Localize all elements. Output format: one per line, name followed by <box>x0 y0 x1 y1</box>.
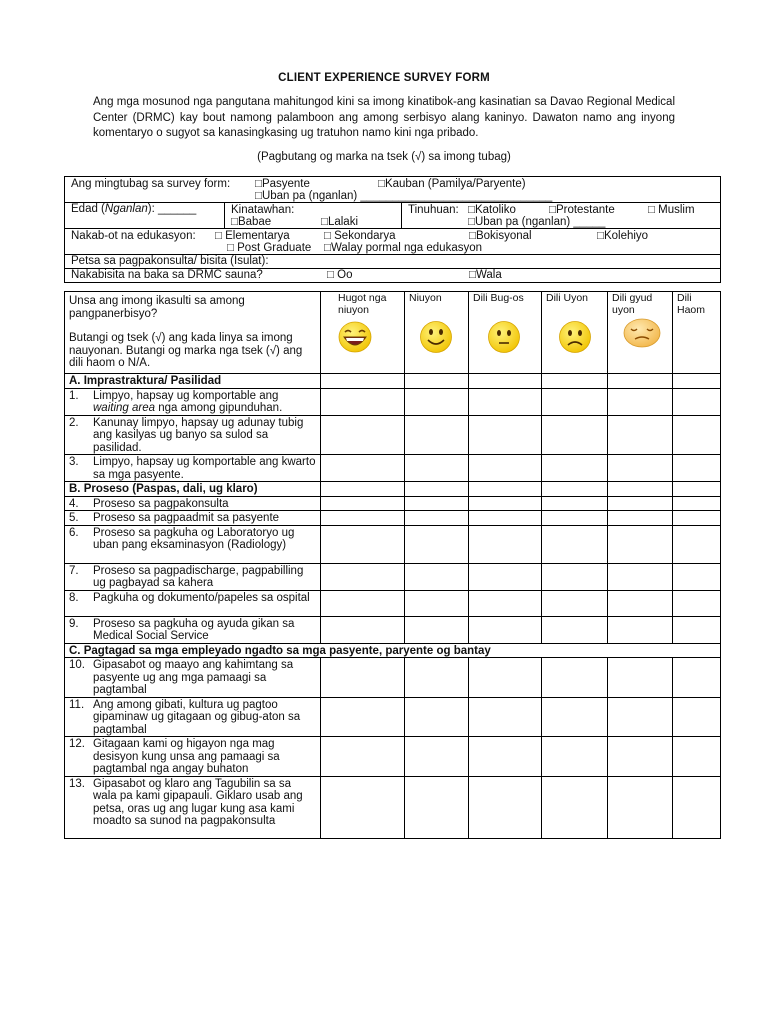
survey-item-row <box>65 737 721 777</box>
item-number: 4. <box>69 497 79 510</box>
rating-checkbox-cell[interactable] <box>608 563 673 590</box>
form-title: CLIENT EXPERIENCE SURVEY FORM <box>278 72 490 84</box>
rating-checkbox-cell[interactable] <box>405 388 469 415</box>
rating-checkbox-cell[interactable] <box>469 496 542 511</box>
rating-checkbox-cell[interactable] <box>469 737 542 777</box>
rating-checkbox-cell[interactable] <box>405 563 469 590</box>
rating-label: Dili Haom <box>677 292 706 316</box>
rating-checkbox-cell[interactable] <box>469 388 542 415</box>
rating-checkbox-cell[interactable] <box>542 590 608 616</box>
checkbox-elementarya[interactable]: □ Elementarya <box>215 230 290 242</box>
rating-checkbox-cell[interactable] <box>608 496 673 511</box>
rating-checkbox-cell[interactable] <box>542 697 608 737</box>
rating-label: Dili gyud uyon <box>612 292 653 316</box>
rating-checkbox-cell[interactable] <box>673 511 721 526</box>
rating-header-dili-gyud-uyon <box>608 292 673 374</box>
item-number: 6. <box>69 526 79 539</box>
checkbox-protestante[interactable]: □Protestante <box>549 204 615 216</box>
item-number: 12. <box>69 738 85 750</box>
rating-header-dili-bugos <box>469 292 542 374</box>
rating-checkbox-cell[interactable] <box>321 388 405 415</box>
respondent-row <box>65 177 721 203</box>
item-statement: Proseso sa pagkuha og Laboratoryo ug uban pang eksaminasyon (Radiology) <box>93 526 295 551</box>
survey-question: Unsa ang imong ikasulti sa among pangpanerbisyo? <box>69 295 245 320</box>
item-statement-italic: waiting area <box>93 402 156 414</box>
checkbox-wala[interactable]: □Wala <box>469 269 502 281</box>
rating-checkbox-cell[interactable] <box>542 388 608 415</box>
rating-checkbox-cell[interactable] <box>608 616 673 643</box>
item-statement: Ang among gibati, kultura ug pagtoo gipaminaw ug gitagaan og gibug-aton sa pagtambal <box>93 698 301 736</box>
rating-checkbox-cell[interactable] <box>405 496 469 511</box>
age-label: Edad ( <box>71 203 105 215</box>
rating-checkbox-cell[interactable] <box>405 415 469 455</box>
survey-item-text <box>65 415 321 455</box>
checkbox-pasyente[interactable]: □Pasyente <box>255 178 310 190</box>
rating-checkbox-cell[interactable] <box>542 525 608 563</box>
age-label-end: ): ______ <box>147 203 197 215</box>
survey-item-row <box>65 563 721 590</box>
section-empty-cell <box>405 374 469 389</box>
rating-checkbox-cell[interactable] <box>673 455 721 482</box>
rating-checkbox-cell[interactable] <box>321 590 405 616</box>
rating-checkbox-cell[interactable] <box>405 737 469 777</box>
item-statement: Kanunay limpyo, hapsay ug adunay tubig ang kasilyas ug banyo sa sulod sa pasilidad. <box>93 416 304 454</box>
section-empty-cell <box>469 374 542 389</box>
survey-item-text <box>65 455 321 482</box>
checkbox-babae[interactable]: □Babae <box>231 216 272 228</box>
rating-checkbox-cell[interactable] <box>321 525 405 563</box>
checkbox-lalaki[interactable]: □Lalaki <box>321 216 358 228</box>
survey-item-text <box>65 590 321 616</box>
section-header: B. Proseso (Paspas, dali, ug klaro) <box>65 482 321 497</box>
survey-item-text <box>65 563 321 590</box>
section-empty-cell <box>321 374 405 389</box>
consult-date-row[interactable] <box>65 255 721 269</box>
item-number: 13. <box>69 777 85 790</box>
rating-checkbox-cell[interactable] <box>608 697 673 737</box>
checkbox-bokisyonal[interactable]: □Bokisyonal <box>469 230 532 242</box>
item-statement: Limpyo, hapsay ug komportable ang <box>93 389 279 402</box>
item-statement: Pagkuha og dokumento/papeles sa ospital <box>93 591 310 604</box>
laughing-face-icon <box>337 320 373 354</box>
section-header: A. Imprastraktura/ Pasilidad <box>65 374 321 389</box>
survey-table <box>64 291 721 839</box>
section-empty-cell <box>608 374 673 389</box>
rating-checkbox-cell[interactable] <box>608 388 673 415</box>
checkbox-kauban[interactable]: □Kauban (Pamilya/Paryente) <box>378 178 526 190</box>
survey-item-row <box>65 616 721 643</box>
checkbox-katoliko[interactable]: □Katoliko <box>468 204 516 216</box>
religion-label: Tinuhuan: <box>408 204 459 216</box>
item-number: 9. <box>69 617 79 630</box>
checkbox-religion-other[interactable]: □Uban pa (nganlan) _____ <box>468 216 606 228</box>
item-number: 8. <box>69 591 79 604</box>
rating-checkbox-cell[interactable] <box>469 455 542 482</box>
demographics-table <box>64 176 721 283</box>
rating-checkbox-cell[interactable] <box>469 776 542 838</box>
rating-header-hugot <box>321 292 405 374</box>
item-number: 3. <box>69 456 79 468</box>
checkbox-kolehiyo[interactable]: □Kolehiyo <box>597 230 649 242</box>
rating-checkbox-cell[interactable] <box>405 776 469 838</box>
rating-checkbox-cell[interactable] <box>608 511 673 526</box>
survey-item-row <box>65 658 721 698</box>
rating-checkbox-cell[interactable] <box>321 697 405 737</box>
rating-checkbox-cell[interactable] <box>673 563 721 590</box>
rating-checkbox-cell[interactable] <box>608 525 673 563</box>
survey-item-row <box>65 511 721 526</box>
item-statement: Limpyo, hapsay ug komportable ang kwarto sa mga pasyente. <box>93 456 316 481</box>
survey-header-row <box>65 292 721 374</box>
education-label: Nakab-ot na edukasyon: <box>71 230 196 242</box>
rating-checkbox-cell[interactable] <box>673 658 721 698</box>
survey-item-text <box>65 496 321 511</box>
survey-item-text <box>65 737 321 777</box>
rating-checkbox-cell[interactable] <box>608 415 673 455</box>
sex-label: Kinatawhan: <box>231 204 295 216</box>
rating-checkbox-cell[interactable] <box>321 776 405 838</box>
rating-checkbox-cell[interactable] <box>608 658 673 698</box>
survey-item-row <box>65 455 721 482</box>
survey-item-text <box>65 697 321 737</box>
rating-checkbox-cell[interactable] <box>405 658 469 698</box>
section-empty-cell <box>321 482 405 497</box>
rating-checkbox-cell[interactable] <box>469 616 542 643</box>
checkbox-oo[interactable]: □ Oo <box>327 269 353 281</box>
neutral-face-icon <box>487 320 521 354</box>
section-header-row <box>65 374 721 389</box>
item-statement: Gipasabot og maayo ang kahimtang sa pasyente ug ang mga pamaagi sa pagtambal <box>93 659 294 696</box>
survey-item-text <box>65 511 321 526</box>
survey-item-text <box>65 658 321 698</box>
section-empty-cell <box>469 482 542 497</box>
rating-checkbox-cell[interactable] <box>542 658 608 698</box>
item-number: 11. <box>69 698 85 711</box>
visited-label: Nakabisita na baka sa DRMC sauna? <box>71 269 263 281</box>
rating-checkbox-cell[interactable] <box>469 415 542 455</box>
survey-item-row <box>65 415 721 455</box>
frowning-face-icon <box>558 320 592 354</box>
section-header: C. Pagtagad sa mga empleyado ngadto sa mga pasyente, paryente og bantay <box>65 643 721 658</box>
item-number: 10. <box>69 659 85 671</box>
section-empty-cell <box>542 482 608 497</box>
survey-item-text <box>65 776 321 838</box>
rating-checkbox-cell[interactable] <box>321 455 405 482</box>
survey-howto: Butangi og tsek (√) ang kada linya sa imong nauyonan. Butangi og marka nga tsek (√) ang dili haom o N/A. <box>69 332 303 369</box>
rating-checkbox-cell[interactable] <box>321 511 405 526</box>
rating-label: Hugot nga niuyon <box>338 292 387 316</box>
rating-checkbox-cell[interactable] <box>321 496 405 511</box>
rating-checkbox-cell[interactable] <box>673 388 721 415</box>
rating-checkbox-cell[interactable] <box>673 525 721 563</box>
rating-label: Niuyon <box>409 292 442 304</box>
rating-checkbox-cell[interactable] <box>608 737 673 777</box>
rating-checkbox-cell[interactable] <box>608 455 673 482</box>
section-empty-cell <box>608 482 673 497</box>
survey-item-text <box>65 616 321 643</box>
item-statement-rest: nga among gipunduhan. <box>155 402 283 414</box>
item-number: 5. <box>69 512 79 524</box>
survey-item-row <box>65 525 721 563</box>
rating-checkbox-cell[interactable] <box>608 590 673 616</box>
visited-row <box>65 269 721 283</box>
rating-checkbox-cell[interactable] <box>542 616 608 643</box>
rating-checkbox-cell[interactable] <box>469 511 542 526</box>
rating-checkbox-cell[interactable] <box>321 563 405 590</box>
rating-checkbox-cell[interactable] <box>542 737 608 777</box>
section-empty-cell <box>542 374 608 389</box>
rating-checkbox-cell[interactable] <box>405 455 469 482</box>
section-header-row <box>65 643 721 658</box>
age-label-italic: Nganlan <box>104 203 148 215</box>
rating-checkbox-cell[interactable] <box>673 590 721 616</box>
education-row <box>65 229 721 255</box>
rating-checkbox-cell[interactable] <box>405 511 469 526</box>
rating-checkbox-cell[interactable] <box>608 776 673 838</box>
survey-item-row <box>65 388 721 415</box>
smiling-face-icon <box>419 320 453 354</box>
item-statement: Gitagaan kami og higayon nga mag desisyon kung unsa ang pamaagi sa pagtambal nga angay buhaton <box>93 738 280 775</box>
question-cell <box>65 292 321 374</box>
instruction-text: (Pagbutang og marka na tsek (√) sa imong tubag) <box>257 151 511 163</box>
rating-label: Dili Bug-os <box>473 292 524 304</box>
rating-checkbox-cell[interactable] <box>405 525 469 563</box>
rating-checkbox-cell[interactable] <box>405 590 469 616</box>
item-statement: Proseso sa pagpadischarge, pagpabilling ug pagbayad sa kahera <box>93 564 304 589</box>
checkbox-post-graduate[interactable]: □ Post Graduate <box>227 242 312 254</box>
section-empty-cell <box>673 482 721 497</box>
survey-item-row <box>65 697 721 737</box>
rating-checkbox-cell[interactable] <box>321 737 405 777</box>
sex-cell <box>225 203 402 229</box>
checkbox-sekondarya[interactable]: □ Sekondarya <box>324 230 396 242</box>
rating-header-dili-haom <box>673 292 721 374</box>
checkbox-uban-pa[interactable]: □Uban pa (nganlan) ______________________________ <box>255 190 553 202</box>
rating-checkbox-cell[interactable] <box>469 590 542 616</box>
religion-cell <box>402 203 721 229</box>
item-number: 7. <box>69 564 79 577</box>
rating-checkbox-cell[interactable] <box>542 496 608 511</box>
age-cell[interactable] <box>65 203 225 229</box>
rating-checkbox-cell[interactable] <box>469 697 542 737</box>
rating-checkbox-cell[interactable] <box>673 496 721 511</box>
item-statement: Proseso sa pagpaadmit sa pasyente <box>93 512 280 524</box>
consult-date-label: Petsa sa pagpakonsulta/ bisita (Isulat): <box>71 255 269 267</box>
rating-checkbox-cell[interactable] <box>673 415 721 455</box>
sad-face-icon <box>622 318 662 348</box>
rating-checkbox-cell[interactable] <box>321 658 405 698</box>
rating-header-dili-uyon <box>542 292 608 374</box>
rating-checkbox-cell[interactable] <box>673 616 721 643</box>
survey-item-row <box>65 496 721 511</box>
rating-checkbox-cell[interactable] <box>542 455 608 482</box>
survey-item-row <box>65 776 721 838</box>
rating-checkbox-cell[interactable] <box>542 776 608 838</box>
item-number: 2. <box>69 416 79 429</box>
survey-item-text <box>65 525 321 563</box>
rating-checkbox-cell[interactable] <box>469 658 542 698</box>
survey-item-row <box>65 590 721 616</box>
respondent-label: Ang mingtubag sa survey form: <box>71 178 231 190</box>
item-statement: Proseso sa pagpakonsulta <box>93 497 229 510</box>
rating-checkbox-cell[interactable] <box>673 776 721 838</box>
survey-item-text <box>65 388 321 415</box>
checkbox-muslim[interactable]: □ Muslim <box>648 204 695 216</box>
section-empty-cell <box>405 482 469 497</box>
section-header-row <box>65 482 721 497</box>
rating-header-niuyon <box>405 292 469 374</box>
rating-checkbox-cell[interactable] <box>469 525 542 563</box>
rating-checkbox-cell[interactable] <box>542 415 608 455</box>
rating-checkbox-cell[interactable] <box>542 563 608 590</box>
rating-label: Dili Uyon <box>546 292 589 304</box>
rating-checkbox-cell[interactable] <box>321 616 405 643</box>
section-empty-cell <box>673 374 721 389</box>
rating-checkbox-cell[interactable] <box>673 697 721 737</box>
rating-checkbox-cell[interactable] <box>321 415 405 455</box>
intro-paragraph: Ang mga mosunod nga pangutana mahitungod kini sa imong kinatibok-ang kasinatian sa Davao Regional Medical Center (DRMC) kay bout namong palamboon ang among serbisyo alang kaninyo. Dawaton namo ang inyong komentaryo o sugyot sa kanasingkasing ug tratuhon namo kini nga pribado. <box>93 96 675 139</box>
item-statement: Proseso sa pagkuha og ayuda gikan sa Medical Social Service <box>93 617 295 642</box>
item-number: 1. <box>69 389 79 402</box>
rating-checkbox-cell[interactable] <box>469 563 542 590</box>
rating-checkbox-cell[interactable] <box>673 737 721 777</box>
rating-checkbox-cell[interactable] <box>405 616 469 643</box>
rating-checkbox-cell[interactable] <box>542 511 608 526</box>
item-statement: Gipasabot og klaro ang Tagubilin sa sa wala pa kami gipapauli. Giklaro usab ang petsa, oras ug ang lugar kung asa kami moadto sa sunod na pagpakonsulta <box>93 777 303 827</box>
rating-checkbox-cell[interactable] <box>405 697 469 737</box>
checkbox-walay-pormal[interactable]: □Walay pormal nga edukasyon <box>324 242 483 254</box>
